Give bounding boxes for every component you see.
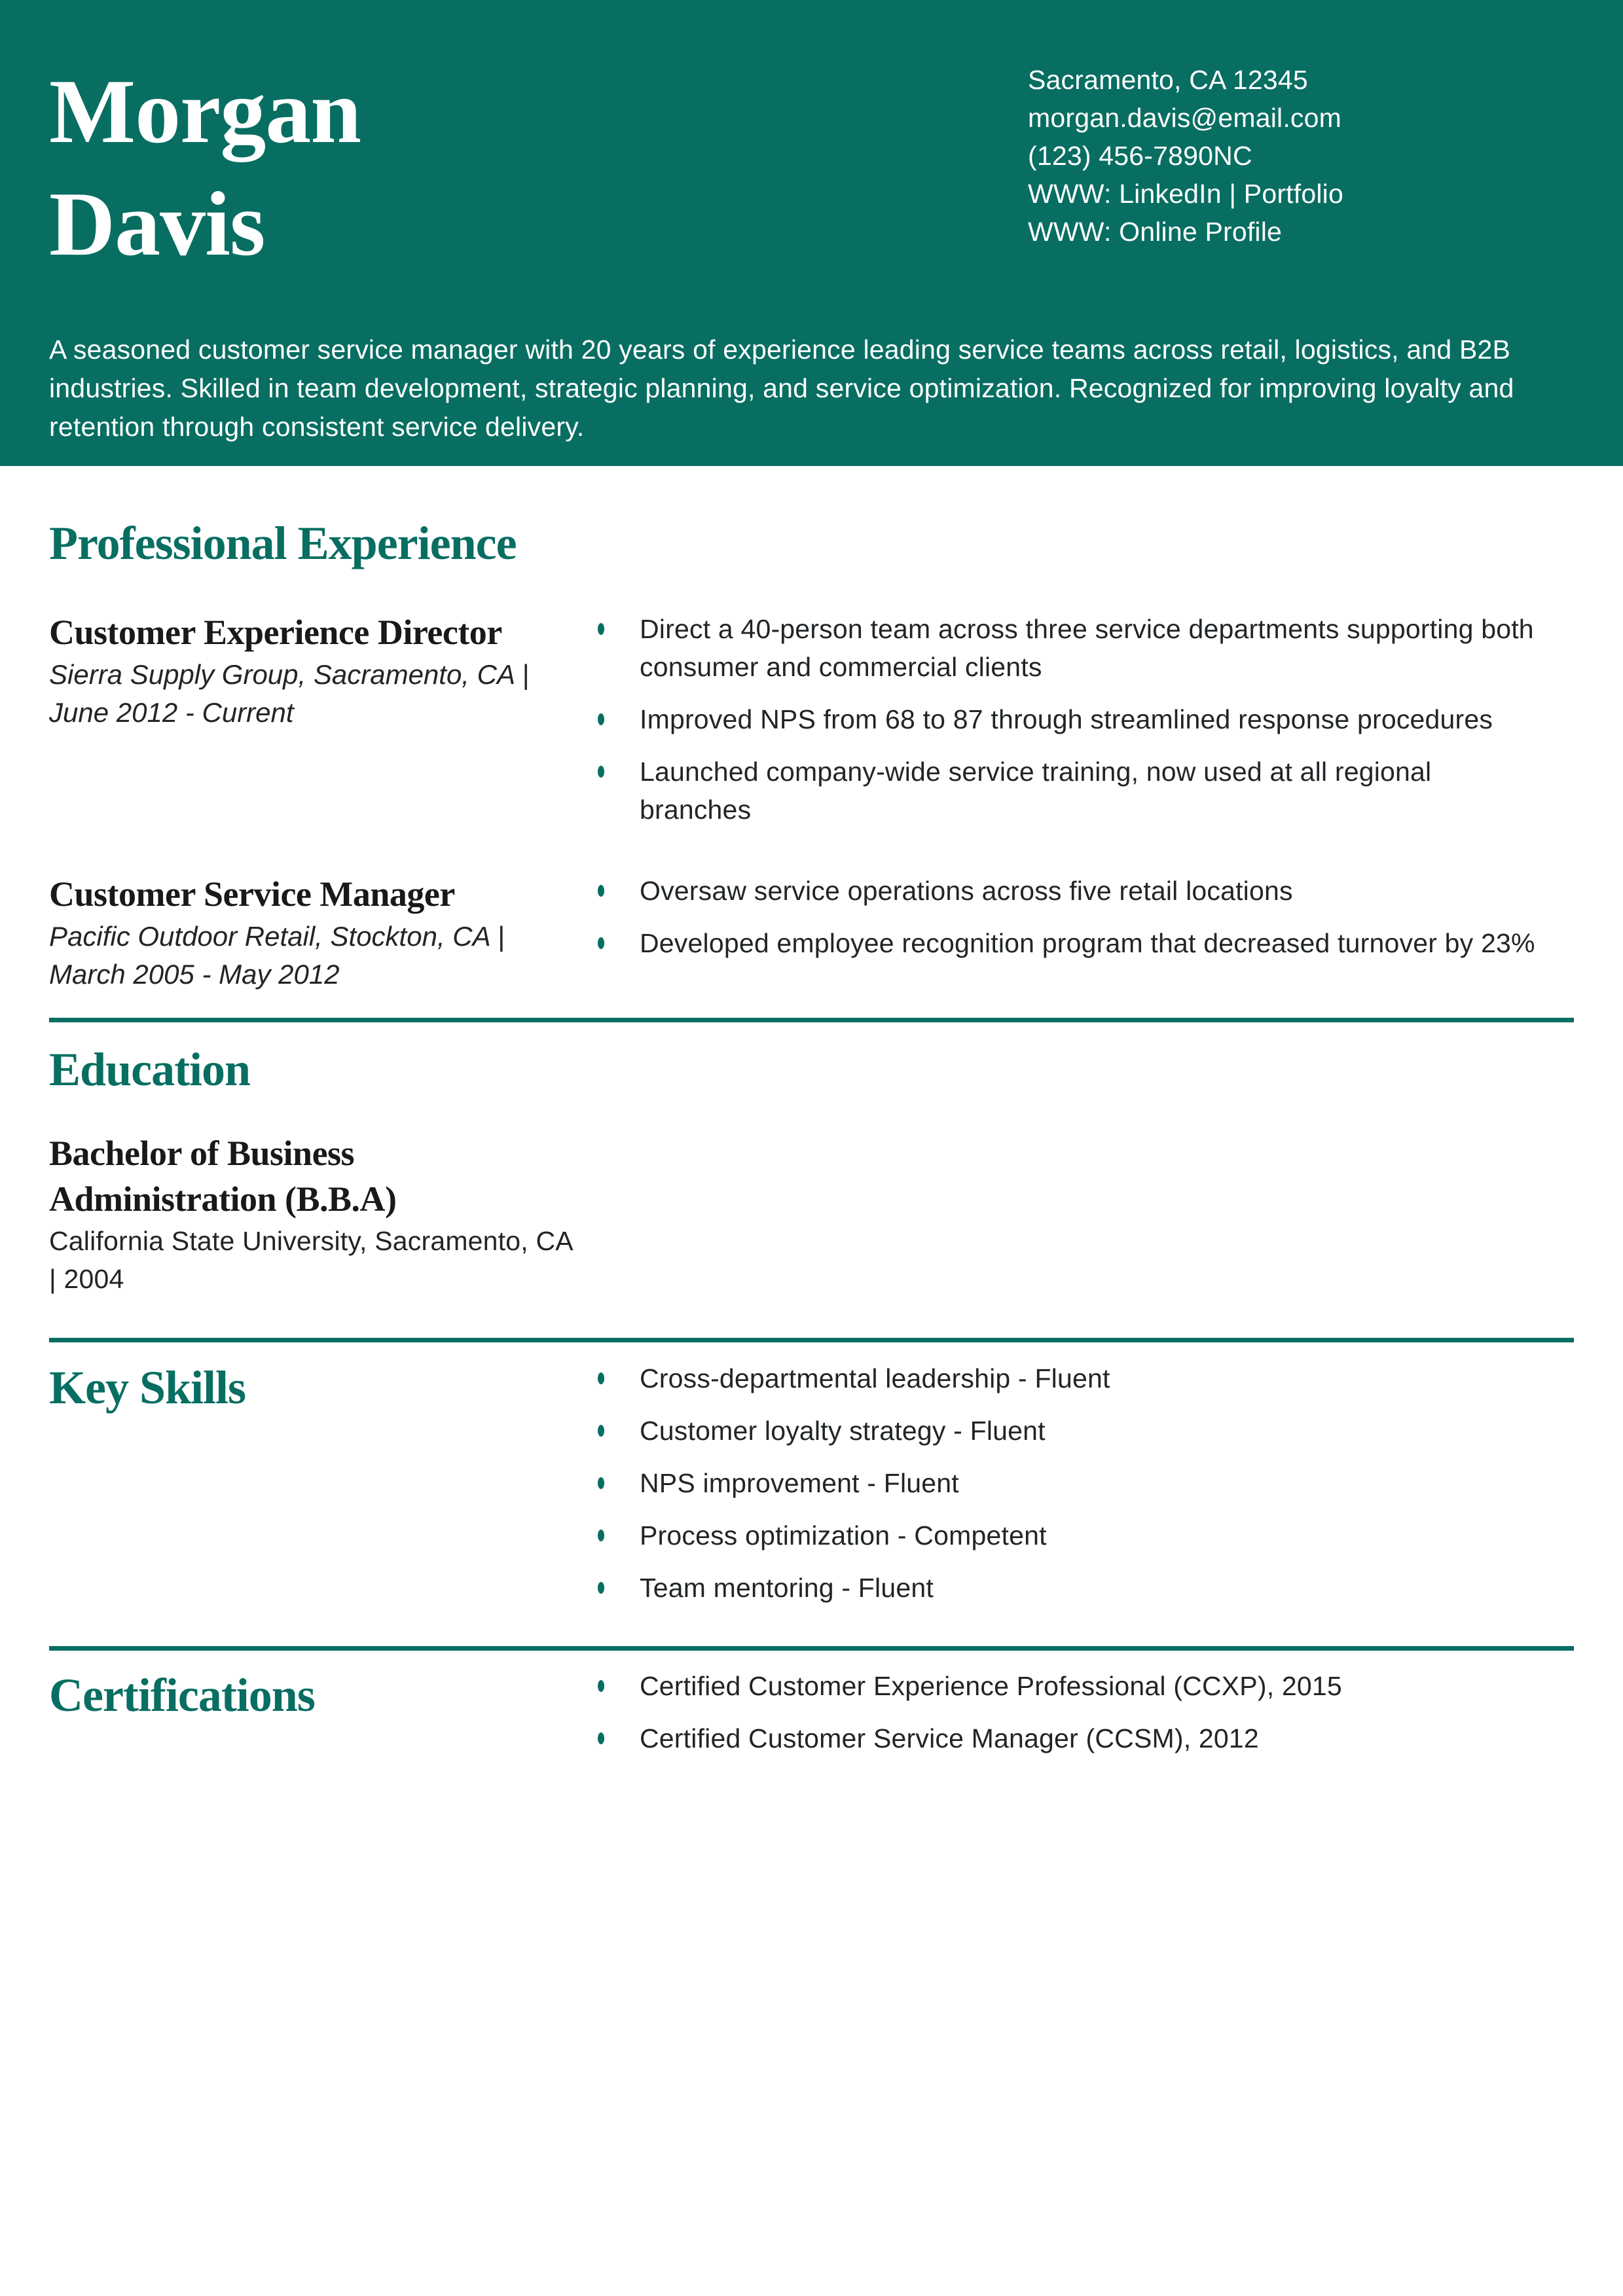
degree-title: Bachelor of Business Administration (B.B.A) (49, 1134, 397, 1219)
job-company-dates: Sierra Supply Group, Sacramento, CA | June 2012 - Current (49, 659, 530, 728)
section-divider (49, 1018, 1574, 1022)
candidate-name: Morgan Davis (49, 61, 361, 276)
section-title-skills: Key Skills (49, 1361, 246, 1414)
skill-item: Process optimization - Competent (579, 1516, 1548, 1554)
contact-block (1028, 61, 1574, 251)
job-role: Customer Service Manager (49, 874, 455, 914)
contact-phone: (123) 456-7890NC (1028, 141, 1252, 171)
job-entry-header (49, 610, 579, 829)
education-section (49, 1130, 1574, 1298)
section-divider (49, 1338, 1574, 1342)
section-title-education: Education (49, 1043, 251, 1096)
certification-item: Certified Customer Service Manager (CCSM), 2012 (579, 1719, 1548, 1757)
skill-item: Customer loyalty strategy - Fluent (579, 1412, 1548, 1450)
job-bullet-list (579, 872, 1574, 994)
section-title-experience: Professional Experience (49, 517, 517, 569)
skill-item: Team mentoring - Fluent (579, 1569, 1548, 1607)
header-top (49, 56, 1574, 281)
certifications-section (49, 1667, 1574, 1757)
job-company-dates: Pacific Outdoor Retail, Stockton, CA | March 2005 - May 2012 (49, 921, 505, 990)
school-line: California State University, Sacramento, CA | 2004 (49, 1226, 572, 1294)
skill-item: NPS improvement - Fluent (579, 1464, 1548, 1502)
job-bullet: Improved NPS from 68 to 87 through streamlined response procedures (579, 700, 1548, 738)
certifications-list (579, 1667, 1574, 1757)
job-bullet: Developed employee recognition program that decreased turnover by 23% (579, 924, 1548, 962)
contact-email: morgan.davis@email.com (1028, 103, 1341, 133)
job-bullet: Launched company-wide service training, now used at all regional branches (579, 753, 1548, 829)
job-entry-header (49, 872, 579, 994)
job-bullet: Direct a 40-person team across three service departments supporting both consumer and commercial clients (579, 610, 1548, 686)
contact-links: WWW: LinkedIn | Portfolio (1028, 179, 1343, 209)
summary-paragraph: A seasoned customer service manager with 20 years of experience leading service teams across retail, logistics, and B2B industries. Skilled in team development, strategic planning, and service optimization. Recognized for improving loyalty and retention through consistent service delivery. (49, 334, 1514, 442)
contact-online-profile: WWW: Online Profile (1028, 217, 1283, 247)
certification-item: Certified Customer Experience Professional (CCXP), 2015 (579, 1667, 1548, 1705)
experience-section (49, 610, 1574, 994)
job-role: Customer Experience Director (49, 613, 502, 652)
skills-list (579, 1359, 1574, 1607)
section-divider (49, 1646, 1574, 1651)
resume-body (0, 515, 1623, 1757)
skills-section (49, 1359, 1574, 1607)
job-bullet-list (579, 610, 1574, 829)
section-title-certifications: Certifications (49, 1669, 315, 1721)
skill-item: Cross-departmental leadership - Fluent (579, 1359, 1548, 1397)
header-band (0, 0, 1623, 466)
contact-location: Sacramento, CA 12345 (1028, 65, 1308, 95)
job-bullet: Oversaw service operations across five retail locations (579, 872, 1548, 910)
